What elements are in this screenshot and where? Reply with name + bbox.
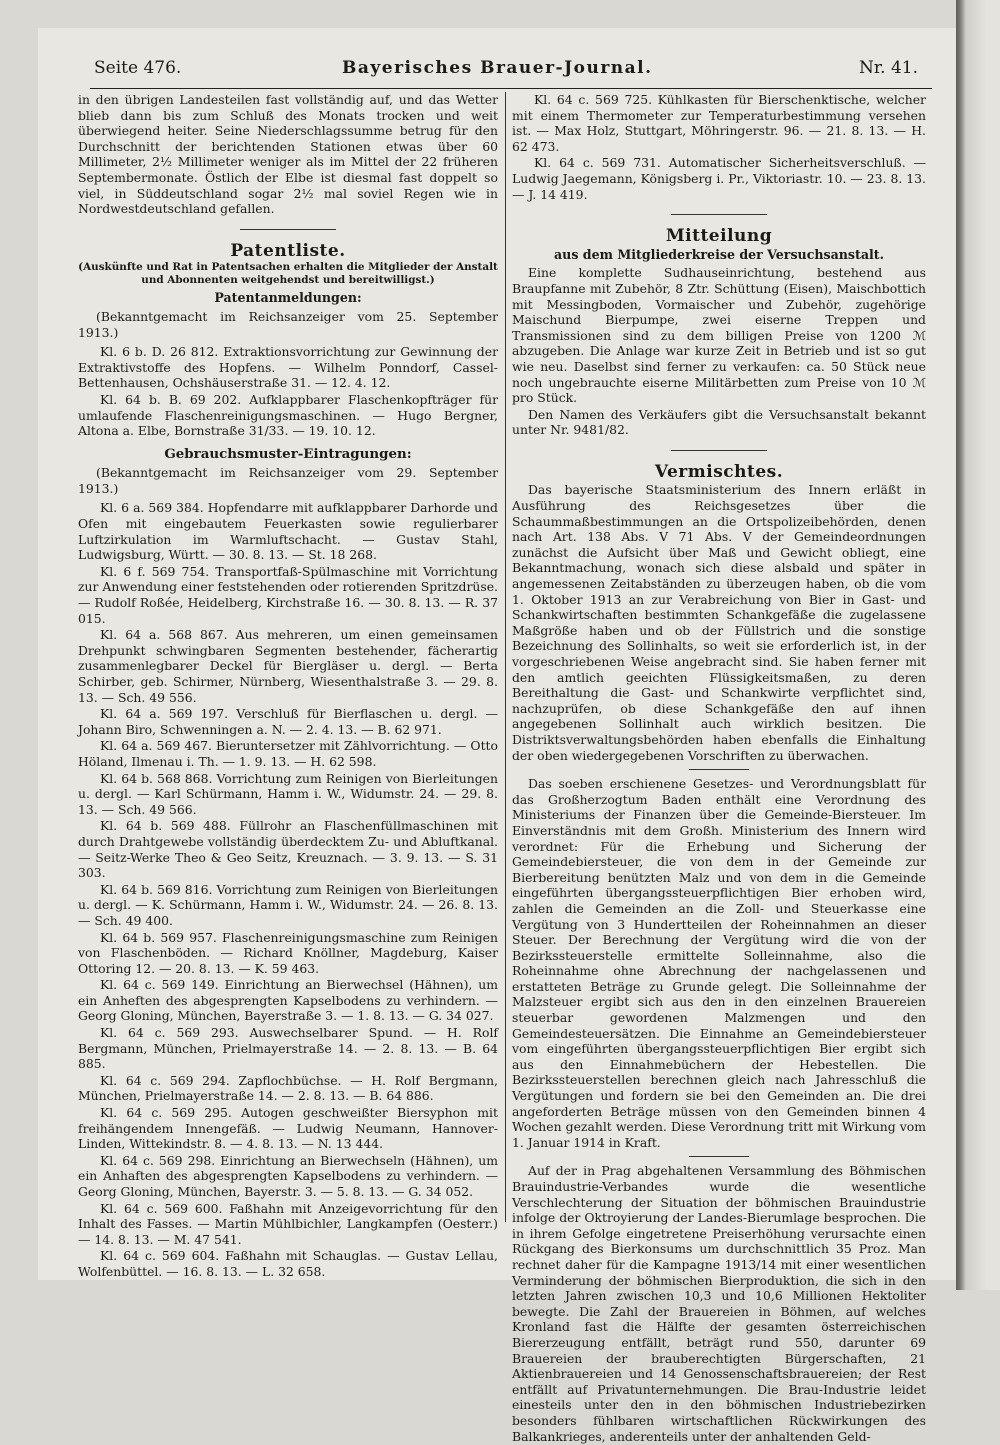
utility-model-entry: Kl. 6 f. 569 754. Transportfaß-Spülmaschine mit Vorrichtung zur Anwendung einer feststehenden oder rotierenden Spritzdrüse. — Rudolf Roßée, Heidelberg, Kirchstraße 16. — 30. 8. 13. — R. 37 015.: [78, 563, 498, 626]
page-edge-shadow: [956, 0, 1000, 1290]
utility-model-entry: Kl. 64 c. 569 294. Zapflochbüchse. — H. Rolf Bergmann, München, Prielmayerstraße 14. — 2. 8. 13. — B. 64 886.: [78, 1072, 498, 1104]
notice-paragraph: Den Namen des Verkäufers gibt die Versuchsanstalt bekannt unter Nr. 9481/82.: [512, 406, 926, 438]
utility-model-entry: Kl. 64 c. 569 725. Kühlkasten für Bierschenktische, welcher mit einem Thermometer zur Temperaturbestimmung versehen ist. — Max Holz, Stuttgart, Möhringerstr. 96. — 21. 8. 13. — H. 62 473.: [512, 92, 926, 154]
patent-list-title: Patentliste.: [230, 240, 346, 261]
paragraph-separator: [689, 769, 749, 770]
miscellany-paragraph: Auf der in Prag abgehaltenen Versammlung des Böhmischen Brauindustrie-Verbandes wurde die wesentliche Verschlechterung der Situation der böhmischen Brauindustrie infolge der Oktroyierung der Landes-Bierumlage besprochen. Die in ihrem Gefolge eingetretene Preiserhöhung verursachte einen Rückgang des Bierkonsums um durchschnittlich 35 Proz. Man rechnet daher für die Kampagne 1913/14 mit einer wesentlichen Verminderung der böhmischen Bierproduktion, die sich in den letzten Jahren zwischen 10,3 und 10,6 Millionen Hektoliter bewegte. Die Zahl der Brauereien in Böhmen, auf welches Kronland fast die Hälfte der gesamten österreichischen Biererzeugung entfällt, beträgt rund 550, darunter 69 Brauereien der brauberechtigten Bürgerschaften, 21 Aktienbrauereien und 14 Genossenschaftsbrauereien; der Rest entfällt auf Privatunternehmungen. Die Brau-Industrie leidet einesteils unter den in den böhmischen Industriebezirken besonders fühlbaren wirtschaftlichen Rückwirkungen des Balkankrieges, anderenteils unter der anhaltenden Geld-: [512, 1163, 926, 1444]
notice-paragraph: Eine komplette Sudhauseinrichtung, bestehend aus Braupfanne mit Zubehör, 8 Ztr. Schüttung (Eisen), Maischbottich mit Messingboden, Vormaischer und Zubehör, zugehörige Maischund Bierpumpe, zwei eiserne Treppen und Transmissionen sind zu dem billigen Preise von 1200 ℳ abzugeben. Die Anlage war kurze Zeit in Betrieb und ist so gut wie neu. Daselbst sind ferner zu verkaufen: ca. 50 Stück neue noch ungebrauchte eiserne Militärbetten zum Preise von 10 ℳ pro Stück.: [512, 265, 926, 406]
utility-models-publication: (Bekanntgemacht im Reichsanzeiger vom 29. September 1913.): [78, 465, 498, 496]
utility-model-entry: Kl. 64 c. 569 600. Faßhahn mit Anzeigevorrichtung für den Inhalt des Fasses. — Martin Mühlbichler, Langkampfen (Oesterr.) — 14. 8. 13. — M. 47 541.: [78, 1200, 498, 1247]
utility-model-entry: Kl. 64 c. 569 604. Faßhahn mit Schauglas. — Gustav Lellau, Wolfenbüttel. — 16. 8. 13. — L. 32 658.: [78, 1248, 498, 1279]
patent-entry: Kl. 64 b. B. 69 202. Aufklappbarer Flaschenkopfträger für umlaufende Flaschenreinigungsmaschinen. — Hugo Bergner, Altona a. Elbe, Bornstraße 31/33. — 19. 10. 12.: [78, 391, 498, 439]
journal-title: Bayerisches Brauer-Journal.: [342, 58, 653, 78]
utility-model-entry: Kl. 64 c. 569 149. Einrichtung an Bierwechsel (Hähnen), um ein Anheften des abgesprengten Kapselbodens zu verhindern. — Georg Gloning, München, Bayerstraße 3. — 1. 8. 13. — G. 34 027.: [78, 977, 498, 1024]
section-separator: [671, 450, 767, 451]
page-header: [52, 58, 932, 86]
section-separator: [671, 214, 767, 215]
issue-number: Nr. 41.: [859, 58, 918, 78]
header-rule: [90, 88, 932, 89]
right-column: [512, 92, 926, 1445]
patent-applications-publication: (Bekanntgemacht im Reichsanzeiger vom 25. September 1913.): [78, 308, 498, 340]
patent-entry: Kl. 6 b. D. 26 812. Extraktionsvorrichtung zur Gewinnung der Extraktivstoffe des Hopfens. — Wilhelm Ponndorf, Cassel-Bettenhausen, Ochshäuserstraße 31. — 12. 4. 12.: [78, 344, 498, 391]
miscellany-paragraph: Das bayerische Staatsministerium des Innern erläßt in Ausführung des Reichsgesetzes über die Schaummaßbestimmungen an die Ortspolizeibehörden, denen nach Art. 138 Abs. V 71 Abs. V der Gemeindeordnungen zunächst die Aufsicht über Maß und Gewicht obliegt, eine Bekanntmachung, wonach sich diese alsbald und später in angemessenen Zeitabständen zu überzeugen haben, ob die vom 1. Oktober 1913 an zur Verabreichung von Bier in Gast- und Schankwirtschaften bestimmten Schankgefäße die zugelassene Maßgröße haben und ob der Füllstrich und die sonstige Bezeichnung des Sollinhalts, so weit sie erforderlich ist, in der vorgeschriebenen Weise angebracht sind. Sie haben ferner mit den amtlich geeichten Flüssigkeitsmaßen, zu deren Bereithaltung die Gast- und Schankwirte verpflichtet sind, nachzuprüfen, ob diese Schankgefäße den auf ihnen angegebenen Sollinhalt auch wirklich besitzen. Die Distriktsverwaltungsbehörden haben ebenfalls die Einhaltung der oben wiedergegebenen Vorschriften zu überwachen.: [512, 482, 926, 763]
utility-model-entry: Kl. 64 b. 569 488. Füllrohr an Flaschenfüllmaschinen mit durch Drahtgewebe vollständig überdecktem Zu- und Abluftkanal. — Seitz-Werke Theo & Geo Seitz, Kreuznach. — 3. 9. 13. — S. 31 303.: [78, 818, 498, 881]
utility-models-title: Gebrauchsmuster-Eintragungen:: [164, 445, 412, 462]
utility-model-entry: Kl. 64 c. 569 293. Auswechselbarer Spund. — H. Rolf Bergmann, München, Prielmayerstraße 14. — 2. 8. 13. — B. 64 885.: [78, 1025, 498, 1072]
utility-model-entry: Kl. 64 a. 568 867. Aus mehreren, um einen gemeinsamen Drehpunkt schwingbaren Segmenten bestehender, fächerartig zusammenlegbarer Deckel für Biergläser u. dergl. — Berta Schirber, geb. Schirmer, Nürnberg, Wiesenthalstraße 3. — 29. 8. 13. — Sch. 49 556.: [78, 627, 498, 705]
page-number: Seite 476.: [94, 58, 182, 78]
notice-subtitle: aus dem Mitgliederkreise der Versuchsanstalt.: [554, 246, 884, 262]
section-separator: [240, 229, 336, 230]
utility-model-entry: Kl. 64 a. 569 467. Bieruntersetzer mit Zählvorrichtung. — Otto Höland, Ilmenau i. Th. — 1. 9. 13. — H. 62 598.: [78, 738, 498, 769]
utility-model-entry: Kl. 64 c. 569 295. Autogen geschweißter Biersyphon mit freihängendem Innengefäß. — Ludwig Neumann, Hannover-Linden, Wittekindstr. 8. — 4. 8. 13. — N. 13 444.: [78, 1105, 498, 1152]
weather-paragraph: in den übrigen Landesteilen fast vollständig auf, und das Wetter blieb dann bis zum Schluß des Monats trocken und weit überwiegend heiter. Seine Niederschlagssumme betrug für den Durchschnitt der berichtenden Stationen etwas über 60 Millimeter, 2½ Millimeter weniger als im Mittel der 22 früheren Septembermonate. Östlich der Elbe ist diesmal fast doppelt so viel, in Süddeutschland sogar 2½ mal soviel Regen wie in Nordwestdeutschland gefallen.: [78, 92, 498, 217]
utility-model-entry: Kl. 64 b. 568 868. Vorrichtung zum Reinigen von Bierleitungen u. dergl. — Karl Schürmann, Hamm i. W., Widumstr. 24. — 29. 8. 13. — Sch. 49 566.: [78, 770, 498, 817]
paragraph-separator: [689, 1156, 749, 1157]
utility-model-entry: Kl. 64 b. 569 816. Vorrichtung zum Reinigen von Bierleitungen u. dergl. — K. Schürmann, Hamm i. W., Widumstr. 24. — 26. 8. 13. — Sch. 49 400.: [78, 881, 498, 928]
utility-model-entry: Kl. 6 a. 569 384. Hopfendarre mit aufklappbarer Darhorde und Ofen mit eingebautem Feuerkasten sowie regulierbarer Luftzirkulation im Warmluftschacht. — Gustav Stahl, Ludwigsburg, Württ. — 30. 8. 13. — St. 18 268.: [78, 500, 498, 563]
miscellany-paragraph: Das soeben erschienene Gesetzes- und Verordnungsblatt für das Großherzogtum Baden enthält eine Verordnung des Ministeriums der Finanzen über die Gemeinde-Biersteuer. Im Einverständnis mit dem Großh. Ministerium des Innern wird verordnet: Für die Erhebung und Sicherung der Gemeindebiersteuer, die von dem in der Gemeinde zur Bierbereitung benützten Malz und von dem in die Gemeinde eingeführten übergangssteuerpflichtigen Bier erhoben wird, zahlen die Gemeinden an die Zoll- und Steuerkasse eine Vergütung von 3 Hundertteilen der Roheinnahmen an dieser Steuer. Der Berechnung der Vergütung wird die von der Bezirkssteuerstelle ermittelte Solleinnahme, also die Roheinnahme ohne Abrechnung der nachgelassenen und erstatteten Beträge zu Grunde gelegt. Die Solleinnahme der Malzsteuer ergibt sich aus den in den einzelnen Brauereien steuerbar gewordenen Malzmengen und den Gemeindesteuersätzen. Die Einnahme an Gemeindebiersteuer vom eingeführten übergangssteuerpflichtigen Bier ergibt sich aus den Einnahmebüchern der Hebestellen. Die Bezirkssteuerstellen berechnen gleich nach Jahresschluß die Vergütungen und fordern sie bei den Gemeinden an. Die drei angeforderten Beträge müssen von den Gemeinden binnen 4 Wochen gezahlt werden. Diese Verordnung tritt mit Wirkung vom 1. Januar 1914 in Kraft.: [512, 776, 926, 1150]
left-column: [78, 92, 498, 1281]
patent-applications-title: Patentanmeldungen:: [214, 290, 362, 306]
utility-model-entry: Kl. 64 c. 569 298. Einrichtung an Bierwechseln (Hähnen), um ein Anhaften des abgesprengten Kapselbodens zu verhindern. — Georg Gloning, München, Bayerstr. 3. — 5. 8. 13. — G. 34 052.: [78, 1152, 498, 1199]
patent-list-subtitle: (Auskünfte und Rat in Patentsachen erhalten die Mitglieder der Anstalt und Abonnenten weitgehendst und bereitwilligst.): [78, 261, 498, 287]
column-divider: [505, 92, 506, 1222]
miscellany-title: Vermischtes.: [654, 461, 784, 482]
utility-model-entry: Kl. 64 b. 569 957. Flaschenreinigungsmaschine zum Reinigen von Flaschenböden. — Richard Knöllner, Magdeburg, Kaiser Ottoring 12. — 20. 8. 13. — K. 59 463.: [78, 929, 498, 976]
utility-model-entry: Kl. 64 a. 569 197. Verschluß für Bierflaschen u. dergl. — Johann Biro, Schwenningen a. N. — 2. 4. 13. — B. 62 971.: [78, 706, 498, 737]
utility-model-entry: Kl. 64 c. 569 731. Automatischer Sicherheitsverschluß. — Ludwig Jaegemann, Königsberg i. Pr., Viktoriastr. 10. — 23. 8. 13. — J. 14 419.: [512, 155, 926, 202]
notice-title: Mitteilung: [665, 226, 773, 247]
